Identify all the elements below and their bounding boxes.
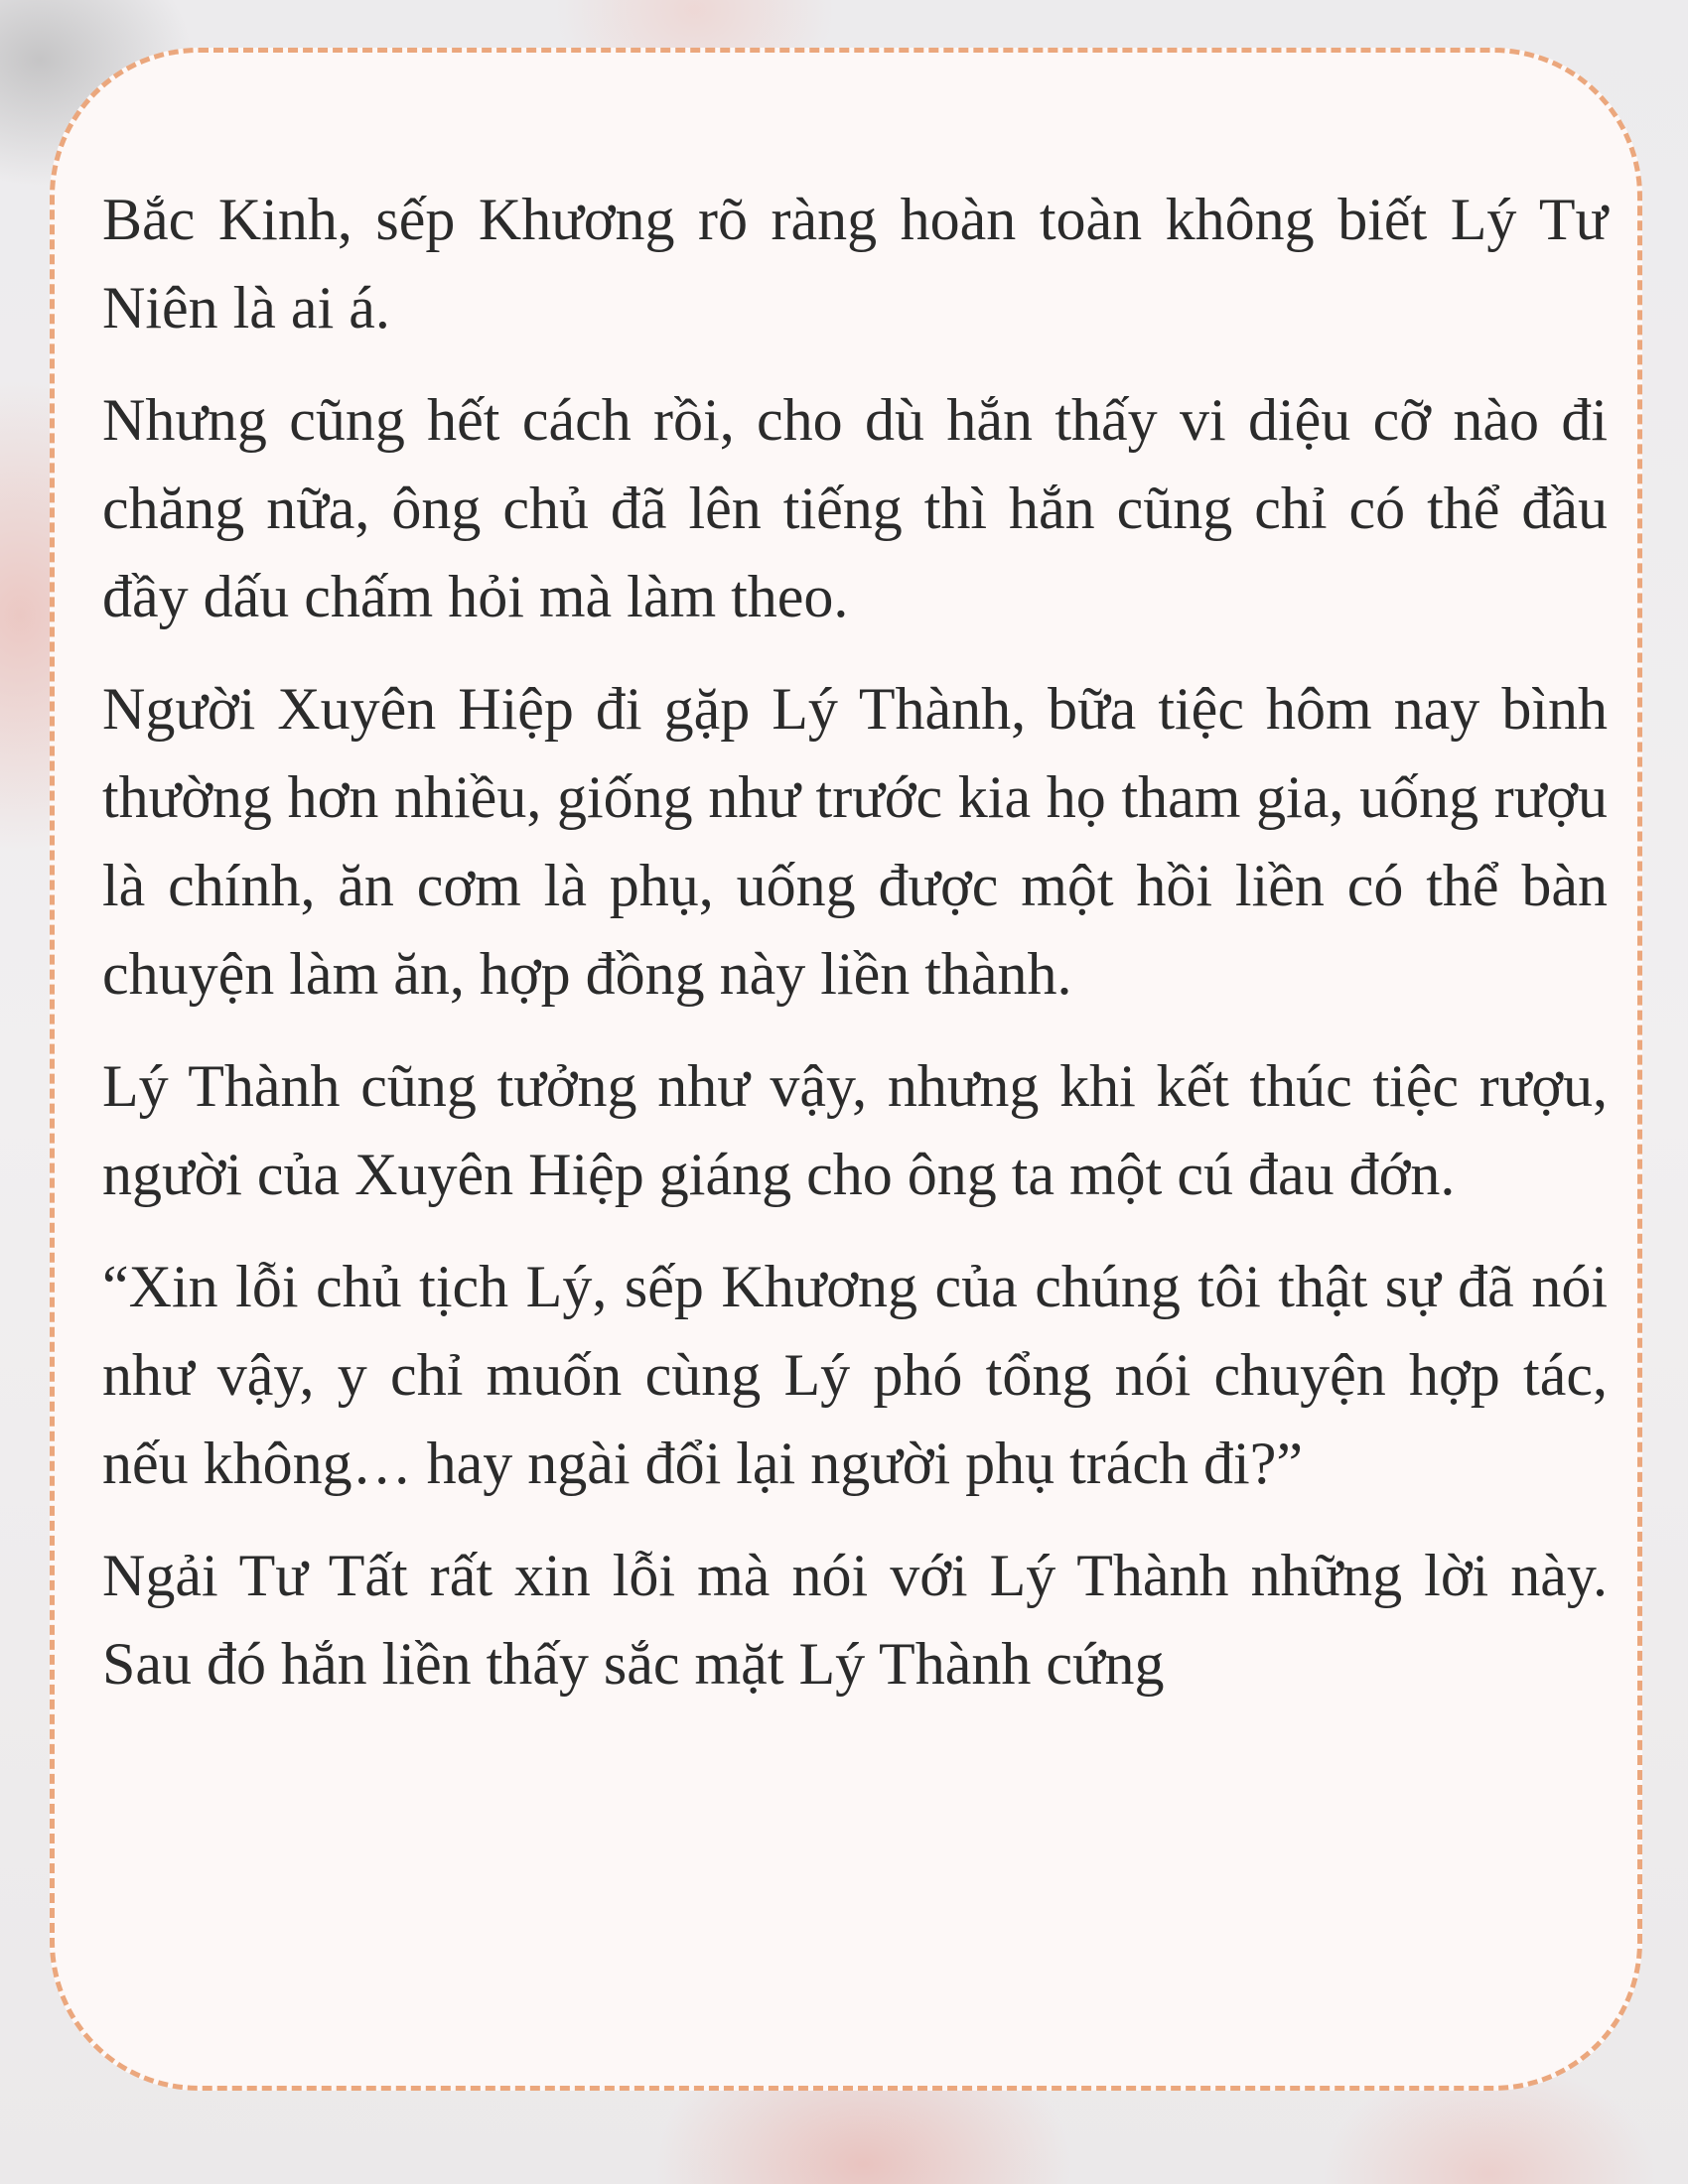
paragraph-5: “Xin lỗi chủ tịch Lý, sếp Khương của chúng tôi thật sự đã nói như vậy, y chỉ muốn cùng Lý phó tổng nói chuyện hợp tác, nếu không… hay ngài đổi lại người phụ trách đi?” — [102, 1254, 1608, 1496]
paragraph-2: Nhưng cũng hết cách rồi, cho dù hắn thấy vi diệu cỡ nào đi chăng nữa, ông chủ đã lên tiếng thì hắn cũng chỉ có thể đầu đầy dấu chấm hỏi mà làm theo. — [102, 387, 1608, 629]
story-text — [102, 176, 1608, 1732]
paragraph-6: Ngải Tư Tất rất xin lỗi mà nói với Lý Thành những lời này. Sau đó hắn liền thấy sắc mặt Lý Thành cứng — [102, 1543, 1608, 1697]
paragraph-3: Người Xuyên Hiệp đi gặp Lý Thành, bữa tiệc hôm nay bình thường hơn nhiều, giống như trước kia họ tham gia, uống rượu là chính, ăn cơm là phụ, uống được một hồi liền có thể bàn chuyện làm ăn, hợp đồng này liền thành. — [102, 676, 1608, 1007]
paragraph-4: Lý Thành cũng tưởng như vậy, nhưng khi kết thúc tiệc rượu, người của Xuyên Hiệp giáng cho ông ta một cú đau đớn. — [102, 1053, 1608, 1207]
text-card — [50, 48, 1642, 2091]
paragraph-1: Bắc Kinh, sếp Khương rõ ràng hoàn toàn không biết Lý Tư Niên là ai á. — [102, 187, 1608, 341]
